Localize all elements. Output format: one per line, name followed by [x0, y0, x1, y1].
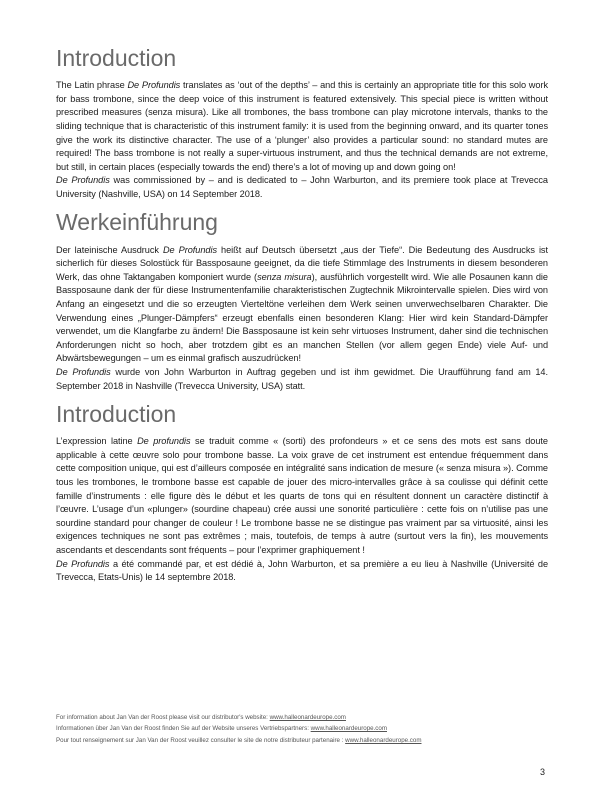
italic-title-run: De Profundis — [162, 244, 217, 255]
document-body — [56, 46, 548, 594]
text-run: translates as ‘out of the depths’ – and this is certainly an appropriate title for this solo work for bass trombone, since the deep voice of this instrument is featured extensively. This special piece is written without prescribed measures (senza misura). Like all trombones, the bass trombone can play microtone intervals, thanks to the sliding technique that is characteristic of this instrument family: it is used from the beginning onward, and its quarter tones give the work its distinctive character. The use of a ‘plunger’ also provides a particular sound: no standard mutes are required! The bass trombone is not really a super-virtuous instrument, and thus the technical demands are not extreme, but still, in certain places (especially towards the end) there’s a lot of moving up and down going on! — [56, 80, 548, 172]
text-run: wurde von John Warburton in Auftrag gegeben und ist ihm gewidmet. Die Uraufführung fand am 14. September 2018 in Nashville (Trevecca University, USA) statt. — [56, 366, 548, 391]
footer-text: For information about Jan Van der Roost please visit our distributor's website: — [56, 714, 270, 721]
footer-line — [56, 735, 556, 746]
italic-title-run: De Profundis — [56, 366, 111, 377]
footer-line — [56, 712, 556, 723]
footer — [56, 712, 556, 746]
text-run: heißt auf Deutsch übersetzt „aus der Tiefe“. Die Bedeutung des Ausdrucks ist sicherlich für dieses Solostück für Bassposaune geeignet, da die tiefe Stimmlage des Instruments in diesem besonderen Werk, das ohne Taktangaben komponiert wurde ( — [56, 244, 548, 282]
section-3 — [56, 402, 548, 585]
footer-line — [56, 723, 556, 734]
section-heading: Introduction — [56, 45, 177, 71]
sections-container — [56, 46, 548, 585]
distributor-link[interactable]: www.halleonardeurope.com — [310, 725, 387, 733]
distributor-link[interactable]: www.halleonardeurope.com — [269, 714, 346, 721]
footer-text: Pour tout renseignement sur Jan Van der Roost veuillez consulter le site de notre distributeur partenaire : — [56, 736, 346, 744]
text-run: L’expression latine — [56, 436, 138, 447]
italic-title-run: De Profundis — [127, 80, 181, 91]
paragraph — [56, 244, 548, 366]
section-1 — [56, 46, 548, 201]
paragraph — [56, 174, 548, 201]
paragraph — [56, 558, 548, 585]
text-run: se traduit comme « (sorti) des profondeurs » et ce sens des mots est sans doute applicable à cette œuvre solo pour trombone basse. La voix grave de cet instrument est entendue fréquemment dans cette composition unique, qui est d’ailleurs composée en intégralité sans indication de mesure (« senza misura »). Comme tous les trombones, le trombone basse est capable de jouer des micro-intervalles grâce à sa coulisse qui définit cette famille d’instruments : elle figure dès le début et les quarts de tons qui en résultent donnent un caractère distinctif à l’œuvre. L’usage d’un «plunger» (sourdine chapeau) crée aussi une sonorité particulière : cette fois on n’utilise pas une sourdine standard pour changer de couleur ! Le trombone basse ne se distingue pas vraiment par sa virtuosité, ainsi les exigences techniques ne sont pas extrêmes ; mais, toutefois, de temps à autre (surtout vers la fin), les mouvements ascendants et descendants sont fréquents – pour l’exprimer graphiquement ! — [56, 436, 548, 556]
text-run: Der lateinische Ausdruck — [56, 244, 163, 255]
text-run: a été commandé par, et est dédié à, John Warburton, et sa première a eu lieu à Nashville (Université de Trevecca, Etats-Unis) le 14 septembre 2018. — [56, 558, 549, 583]
section-heading: Introduction — [56, 401, 177, 428]
section-heading: Werkeinführung — [56, 209, 218, 236]
italic-title-run: senza misura — [257, 271, 312, 282]
text-run: ), ausführlich vorgestellt wird. Wie alle Posaunen kann die Bassposaune dank der für diese Instrumentenfamilie charakteristischen Zugtechnik Mikrointervalle spielen. Dies wird von Anfang an eingesetzt und die so erzeugten Vierteltöne verleihen dem Werk seinen unverwechselbaren Charakter. Die Verwendung eines „Plunger-Dämpfers“ erzeugt ebenfalls einen besonderen Klang: Hier wird kein Standard-Dämpfer verwendet, um die Klangfarbe zu ändern! Die Bassposaune ist kein sehr virtuoses Instrument, daher sind die technischen Anforderungen nicht so hoch, aber trotzdem gibt es an manchen Stellen (vor allem gegen Ende) viele Auf- und Abwärtsbewegungen – um es einmal grafisch auszudrücken! — [56, 271, 548, 364]
text-run: The Latin phrase — [56, 80, 128, 91]
distributor-link[interactable]: www.halleonardeurope.com — [345, 736, 422, 744]
text-run: was commissioned by – and is dedicated to – John Warburton, and its premiere took place at Trevecca University (Nashville, USA) on 14 September 2018. — [56, 175, 548, 199]
page-number: 3 — [539, 767, 545, 777]
paragraph — [56, 435, 548, 557]
italic-title-run: De Profundis — [56, 558, 110, 569]
footer-text: Informationen über Jan Van der Roost finden Sie auf der Website unseres Vertriebspartners: — [56, 725, 311, 733]
section-2 — [56, 210, 548, 393]
italic-title-run: De profundis — [137, 436, 191, 447]
italic-title-run: De Profundis — [56, 175, 110, 186]
paragraph — [56, 366, 548, 393]
paragraph — [56, 79, 548, 174]
